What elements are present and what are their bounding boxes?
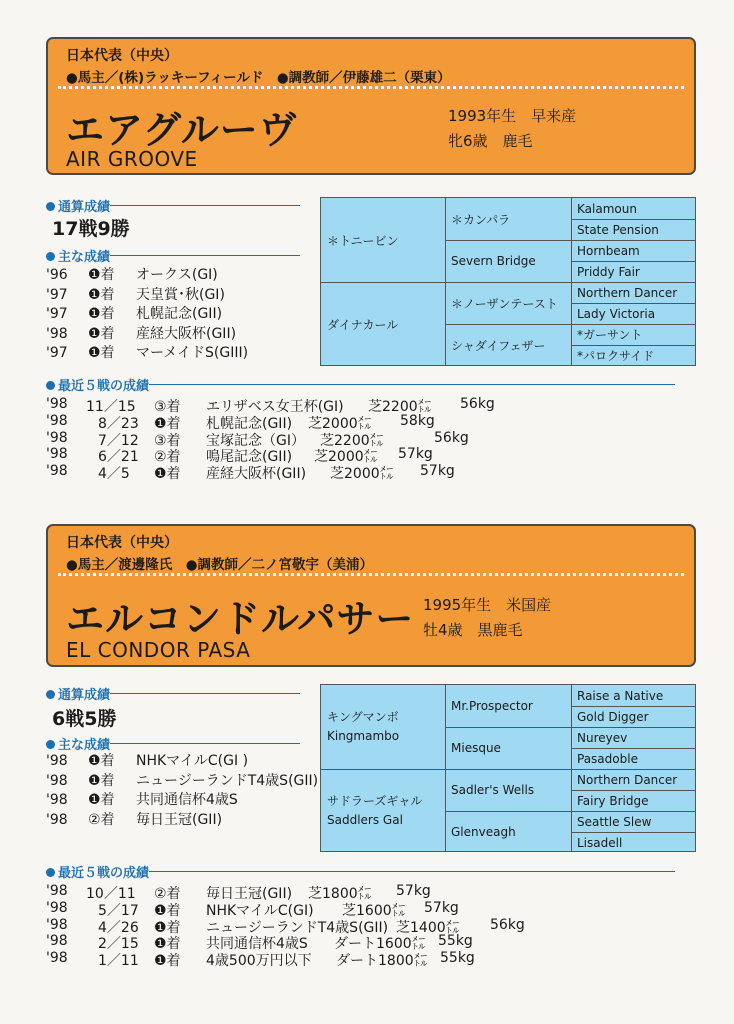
bullet-icon	[46, 740, 55, 749]
section-major: 主な成績	[46, 734, 110, 753]
pedigree-g3: Raise a Native	[577, 688, 664, 703]
bullet-icon	[46, 690, 55, 699]
pedigree-table	[320, 197, 696, 366]
sex-color-info: 牡4歳 黒鹿毛	[423, 621, 523, 639]
pedigree-g3: Priddy Fair	[577, 264, 640, 279]
pedigree-g2: Sadler's Wells	[451, 783, 535, 797]
birth-info: 1995年生 米国産	[423, 596, 552, 614]
horse-name-en: EL CONDOR PASA	[66, 638, 251, 662]
pedigree-g2: Glenveagh	[451, 825, 516, 839]
bullet-icon	[46, 252, 55, 261]
section-career: 通算成績	[46, 684, 110, 703]
pedigree-g2: Miesque	[451, 741, 501, 755]
pedigree-g2: Severn Bridge	[451, 254, 536, 268]
pedigree-g3: *パロクサイド	[577, 349, 655, 363]
pedigree-g3: Northern Dancer	[577, 772, 678, 787]
pedigree-g3: Fairy Bridge	[577, 793, 649, 808]
dotted-divider	[58, 86, 684, 89]
pedigree-g3: Seattle Slew	[577, 814, 652, 829]
career-total: 17戦9勝	[52, 218, 130, 240]
dotted-divider	[58, 573, 684, 576]
pedigree-g2: ＊カンパラ	[451, 212, 511, 227]
pedigree-table	[320, 684, 696, 852]
pedigree-g3: Hornbeam	[577, 243, 640, 258]
pedigree-g3: Northern Dancer	[577, 285, 678, 300]
owner-trainer: ●馬主／(株)ラッキーフィールド ●調教師／伊藤雄二（栗東）	[66, 70, 451, 86]
category-label: 日本代表（中央）	[66, 535, 178, 551]
pedigree-g3: Pasadoble	[577, 751, 638, 766]
sex-color-info: 牝6歳 鹿毛	[448, 132, 533, 150]
pedigree-g2: Mr.Prospector	[451, 699, 533, 713]
pedigree-g2: シャダイフェザー	[451, 338, 546, 353]
pedigree-g2: ＊ノーザンテースト	[451, 296, 558, 311]
section-career: 通算成績	[46, 196, 110, 215]
category-label: 日本代表（中央）	[66, 48, 178, 64]
section-recent: 最近５戦の成績	[46, 375, 149, 394]
pedigree-g3: Kalamoun	[577, 201, 637, 216]
pedigree-g3: Lady Victoria	[577, 306, 656, 321]
career-total: 6戦5勝	[52, 708, 117, 730]
birth-info: 1993年生 早来産	[448, 107, 577, 125]
bullet-icon	[46, 202, 55, 211]
horse-name-jp: エルコンドルパサー	[66, 597, 415, 641]
pedigree-g3: State Pension	[577, 222, 659, 237]
horse-name-en: AIR GROOVE	[66, 147, 198, 171]
horse-header	[46, 524, 696, 667]
pedigree-g3: Lisadell	[577, 835, 623, 850]
horse-name-jp: エアグルーヴ	[66, 108, 298, 152]
pedigree-dam: サドラーズギャル Saddlers Gal	[327, 794, 423, 827]
pedigree-g3: Gold Digger	[577, 709, 649, 724]
pedigree-g3: *ガーサント	[577, 328, 643, 342]
owner-trainer: ●馬主／渡邊隆氏 ●調教師／二ノ宮敬宇（美浦）	[66, 557, 374, 573]
horse-header	[46, 37, 696, 175]
section-recent: 最近５戦の成績	[46, 862, 149, 881]
bullet-icon	[46, 868, 55, 877]
bullet-icon	[46, 381, 55, 390]
pedigree-dam: ダイナカール	[327, 317, 399, 332]
pedigree-sire: ＊トニービン	[327, 233, 399, 248]
pedigree-g3: Nureyev	[577, 730, 628, 745]
section-major: 主な成績	[46, 246, 110, 265]
pedigree-sire: キングマンボ Kingmambo	[327, 710, 400, 743]
